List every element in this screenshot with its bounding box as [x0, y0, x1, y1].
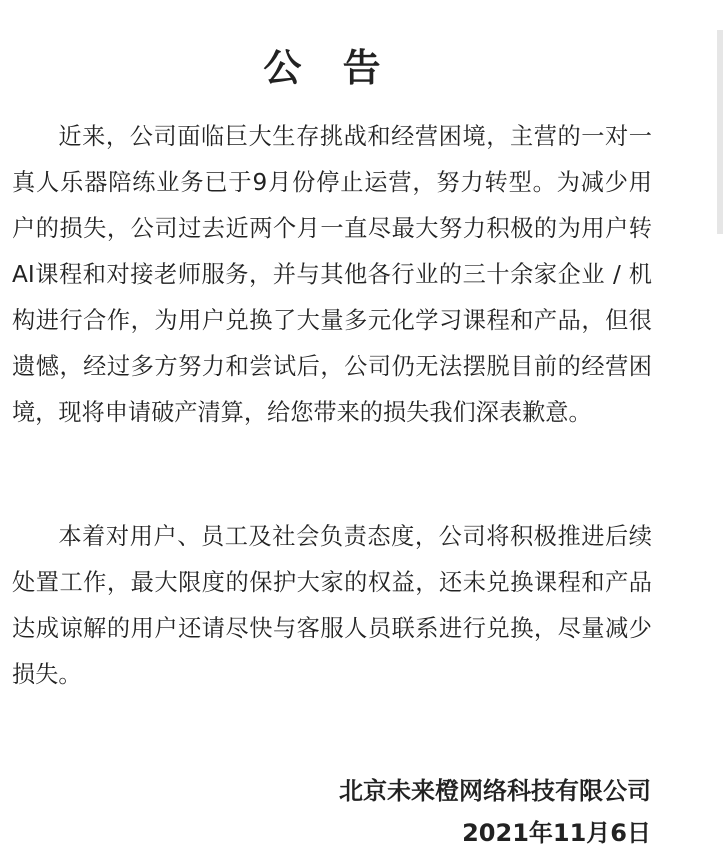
company-signature: 北京未来橙网络科技有限公司 — [339, 777, 651, 805]
notice-title: 公 告 — [263, 46, 395, 90]
notice-date: 2021年11月6日 — [462, 819, 651, 847]
notice-paragraph-2: 本着对用户、员工及社会负责态度，公司将积极推进后续处置工作，最大限度的保护大家的权益，还未兑换课程和产品达成谅解的用户还请尽快与客服人员联系进行兑换，尽量减少损失。 — [12, 523, 652, 688]
notice-paragraph-1: 近来，公司面临巨大生存挑战和经营困境，主营的一对一真人乐器陪练业务已于9月份停止运营，努力转型。为减少用户的损失，公司过去近两个月一直尽最大努力积极的为用户转AI课程和对接老师服务，并与其他各行业的三十余家企业 / 机构进行合作，为用户兑换了大量多元化学习课程和产品，但很遗憾，经过多方努力和尝试后，公司仍无法摆脱目前的经营困境，现将申请破产清算，给您带来的损失我们深表歉意。 — [12, 123, 652, 426]
scrollbar[interactable] — [717, 30, 723, 234]
